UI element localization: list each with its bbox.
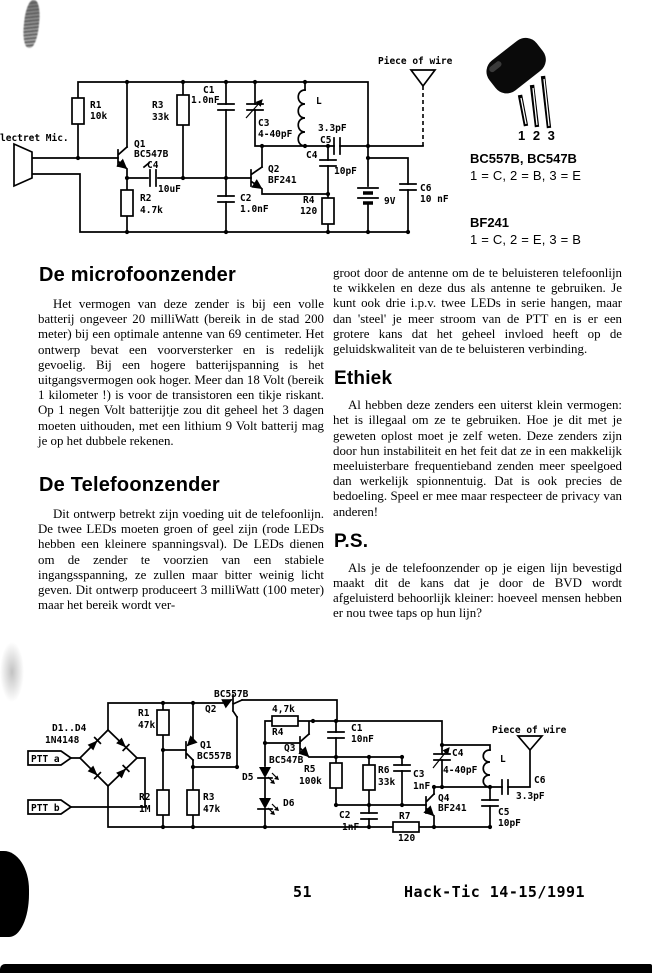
label-c5v: 10pF	[498, 818, 521, 829]
label-r7: R7	[399, 811, 411, 822]
capacitor-c3	[394, 765, 410, 771]
capacitor-c2	[361, 813, 377, 819]
label-r5v: 100k	[299, 776, 322, 787]
label-antenna: Piece of wire	[378, 56, 453, 67]
to92-package-icon	[470, 28, 645, 143]
capacitor-c1	[218, 104, 234, 110]
heading-ethiek: Ethiek	[334, 368, 393, 390]
resistor-r5	[330, 763, 342, 788]
transistor-pinout-block	[470, 28, 650, 247]
label-r2: R2	[139, 792, 151, 803]
inductor-l	[298, 90, 305, 146]
capacitor-c6	[400, 184, 416, 190]
label-c4a: C4	[147, 160, 159, 171]
label-q2v: BF241	[268, 175, 297, 186]
telephone-transmitter-schematic	[0, 688, 600, 853]
microphone-transmitter-schematic	[0, 40, 470, 245]
label-battery: 9V	[384, 196, 396, 207]
heading-ps: P.S.	[334, 530, 369, 552]
label-c6v: 3.3pF	[516, 791, 545, 802]
inductor-l	[483, 750, 490, 787]
label-d5: D5	[242, 772, 254, 783]
heading-telefoonzender: De Telefoonzender	[39, 474, 220, 497]
label-r1v: 10k	[90, 111, 108, 122]
label-ptt-b: PTT b	[31, 803, 60, 814]
heading-microfoonzender: De microfoonzender	[39, 264, 236, 286]
resistor-r1	[72, 98, 84, 124]
label-c4: C4	[452, 748, 464, 759]
label-c1: C1	[351, 723, 363, 734]
label-q2: Q2	[268, 164, 280, 175]
label-q3v: BC547B	[269, 755, 304, 766]
label-r1: R1	[90, 100, 102, 111]
label-c4b: C4	[306, 150, 318, 161]
label-r6v: 33k	[378, 777, 396, 788]
resistor-r2	[121, 190, 133, 216]
label-q2v: BC557B	[214, 689, 249, 700]
label-q4v: BF241	[438, 803, 467, 814]
label-c2v: 1nF	[342, 822, 360, 833]
paragraph-5: Als je de telefoonzender op je eigen lijn bevestigd maakt dit de kans dat je door de BVD wordt afgeluisterd behoorlijk kleiner: hoeveel mensen hebben er nou twee taps op hun lijn?	[333, 560, 622, 621]
label-c6: C6	[420, 183, 432, 194]
label-r2: R2	[140, 193, 152, 204]
capacitor-c2	[218, 196, 234, 202]
paragraph-1: Het vermogen van deze zender is bij een volle batterij ongeveer 20 milliWatt (bereik in de stad 200 meter) bij een optimale antenne van 69 centimeter. Het ontwerp bevat een voorversterker en is redelijk gevoelig. Bij een hogere batterijspanning is het uitgangsvermogen ook hoger. Meer dan 18 Volt (bereik 1 kilometer !) is voor de transistoren een tikje riskant. Op 1 negen Volt batterijtje zou dit geheel het 3 dagen moeten uithouden, met een lithium 9 Volt batterij mag je op het dubbele rekenen.	[38, 297, 324, 448]
label-pins: 1 2 3	[518, 128, 557, 143]
resistor-r2	[157, 790, 169, 815]
label-l: L	[500, 754, 506, 765]
label-r5: R5	[304, 764, 316, 775]
label-c2: C2	[339, 810, 351, 821]
label-c6: C6	[534, 775, 546, 786]
transistor-q3	[300, 734, 309, 756]
pinout-group1-pins: 1 = C, 2 = B, 3 = E	[470, 168, 582, 183]
label-q1v: BC557B	[197, 751, 232, 762]
resistor-r6	[363, 765, 375, 790]
label-r4v: 4,7k	[272, 704, 295, 715]
led-d6	[258, 798, 279, 815]
capacitor-c6	[502, 780, 508, 794]
label-l: L	[316, 96, 322, 107]
label-c3: C3	[413, 769, 425, 780]
led-d5	[258, 767, 279, 784]
label-c3v: 1nF	[413, 781, 431, 792]
capacitor-c1	[328, 732, 344, 738]
label-mic: lectret Mic.	[0, 133, 69, 144]
label-r1: R1	[138, 708, 150, 719]
label-r2v: 4.7k	[140, 205, 163, 216]
scan-blob-bottom-left	[0, 851, 29, 937]
pinout-group1-name: BC557B, BC547B	[470, 151, 577, 166]
label-q1v: BC547B	[134, 149, 169, 160]
label-c4v: 4-40pF	[443, 765, 478, 776]
resistor-r3	[177, 95, 189, 125]
label-r1v: 47k	[138, 720, 156, 731]
label-bridge-type: 1N4148	[45, 735, 80, 746]
label-c5: C5	[498, 807, 510, 818]
label-c5v: 3.3pF	[318, 123, 347, 134]
label-q2: Q2	[205, 704, 217, 715]
label-c1v: 1.0nF	[191, 95, 220, 106]
label-r4: R4	[272, 727, 284, 738]
capacitor-c5	[482, 800, 498, 806]
pinout-group2-pins: 1 = C, 2 = E, 3 = B	[470, 232, 582, 247]
label-r3: R3	[203, 792, 215, 803]
microphone-symbol	[14, 144, 32, 186]
label-c4av: 10uF	[158, 184, 181, 195]
battery-9v	[358, 188, 378, 203]
label-q1: Q1	[134, 139, 146, 150]
diode-bridge	[80, 730, 137, 786]
label-c2v: 1.0nF	[240, 204, 269, 215]
transistor-q4	[426, 794, 434, 815]
magazine-issue: Hack-Tic 14-15/1991	[404, 883, 586, 901]
paragraph-4: Al hebben deze zenders een uiterst klein vermogen: het is illegaal om ze te gebruiken. Hoe je dit met je geweten oplost moet je zelf weten. Deze zenders zijn door hun instabiliteit en het feit dat ze in een makkelijk meeluisterbare frequentieband zenden meer speelgoed dan werkelijk spionnentuig. Dat is ook precies de bedoeling. Speel er mee maar respecteer de privacy van anderen!	[333, 398, 622, 519]
transistor-q1	[186, 740, 193, 760]
article-column-left	[38, 264, 324, 613]
label-ptt-a: PTT a	[31, 754, 60, 765]
antenna-symbol	[411, 70, 435, 146]
antenna-symbol	[518, 736, 542, 750]
resistor-r3	[187, 790, 199, 815]
label-d6: D6	[283, 798, 295, 809]
paragraph-2: Dit ontwerp betrekt zijn voeding uit de telefoonlijn. De twee LEDs moeten groen of geel zijn (rode LEDs hebben een kleinere spanningsval). De LEDs dienen om de zender te voorzien van een stabiele ingangsspanning, ze zullen maar bitter weinig licht geven. Dit ontwerp produceert 3 milliWatt (100 meter) maar het bereik wordt ver-	[38, 507, 324, 613]
pinout-group2-name: BF241	[470, 215, 510, 230]
package-leads	[520, 76, 549, 128]
label-q4: Q4	[438, 793, 450, 804]
package-body	[481, 32, 552, 99]
scan-edge-bottom	[0, 964, 652, 973]
label-c4bv: 10pF	[334, 166, 357, 177]
label-r4: R4	[303, 195, 315, 206]
label-c1: C1	[203, 85, 215, 96]
label-r3v: 33k	[152, 112, 170, 123]
resistor-r7	[393, 822, 419, 832]
transistor-q2	[251, 167, 262, 188]
paragraph-3: groot door de antenne om de te beluisteren telefoonlijn te wikkelen en deze dus als antenne te gebruiken. Je kunt ook drie i.p.v. twee LEDs in serie hangen, maar dan 'steel' je meer stroom van de PTT en is er een grotere kans dat het geheel invloed heeft op de geluidskwaliteit van de te beluisteren verbinding.	[333, 266, 622, 357]
label-c3: C3	[258, 118, 270, 129]
transistor-q1	[118, 147, 127, 168]
label-r4v: 120	[300, 206, 318, 217]
label-q1: Q1	[200, 740, 212, 751]
resistor-r1	[157, 710, 169, 735]
label-r7v: 120	[398, 833, 416, 844]
resistor-r4	[322, 198, 334, 224]
label-c5: C5	[320, 135, 332, 146]
label-c1v: 10nF	[351, 734, 374, 745]
label-q3: Q3	[284, 743, 296, 754]
label-r3: R3	[152, 100, 164, 111]
label-c6v: 10 nF	[420, 194, 449, 205]
capacitor-c5	[334, 138, 340, 154]
resistor-r4	[272, 716, 298, 726]
label-r3v: 47k	[203, 804, 221, 815]
label-c3v: 4-40pF	[258, 129, 293, 140]
label-r2v: 1M	[139, 804, 151, 815]
page-number: 51	[293, 883, 313, 901]
label-bridge: D1..D4	[52, 723, 87, 734]
label-c2: C2	[240, 193, 252, 204]
label-antenna: Piece of wire	[492, 725, 567, 736]
article-column-right	[333, 266, 622, 622]
label-r6: R6	[378, 765, 390, 776]
